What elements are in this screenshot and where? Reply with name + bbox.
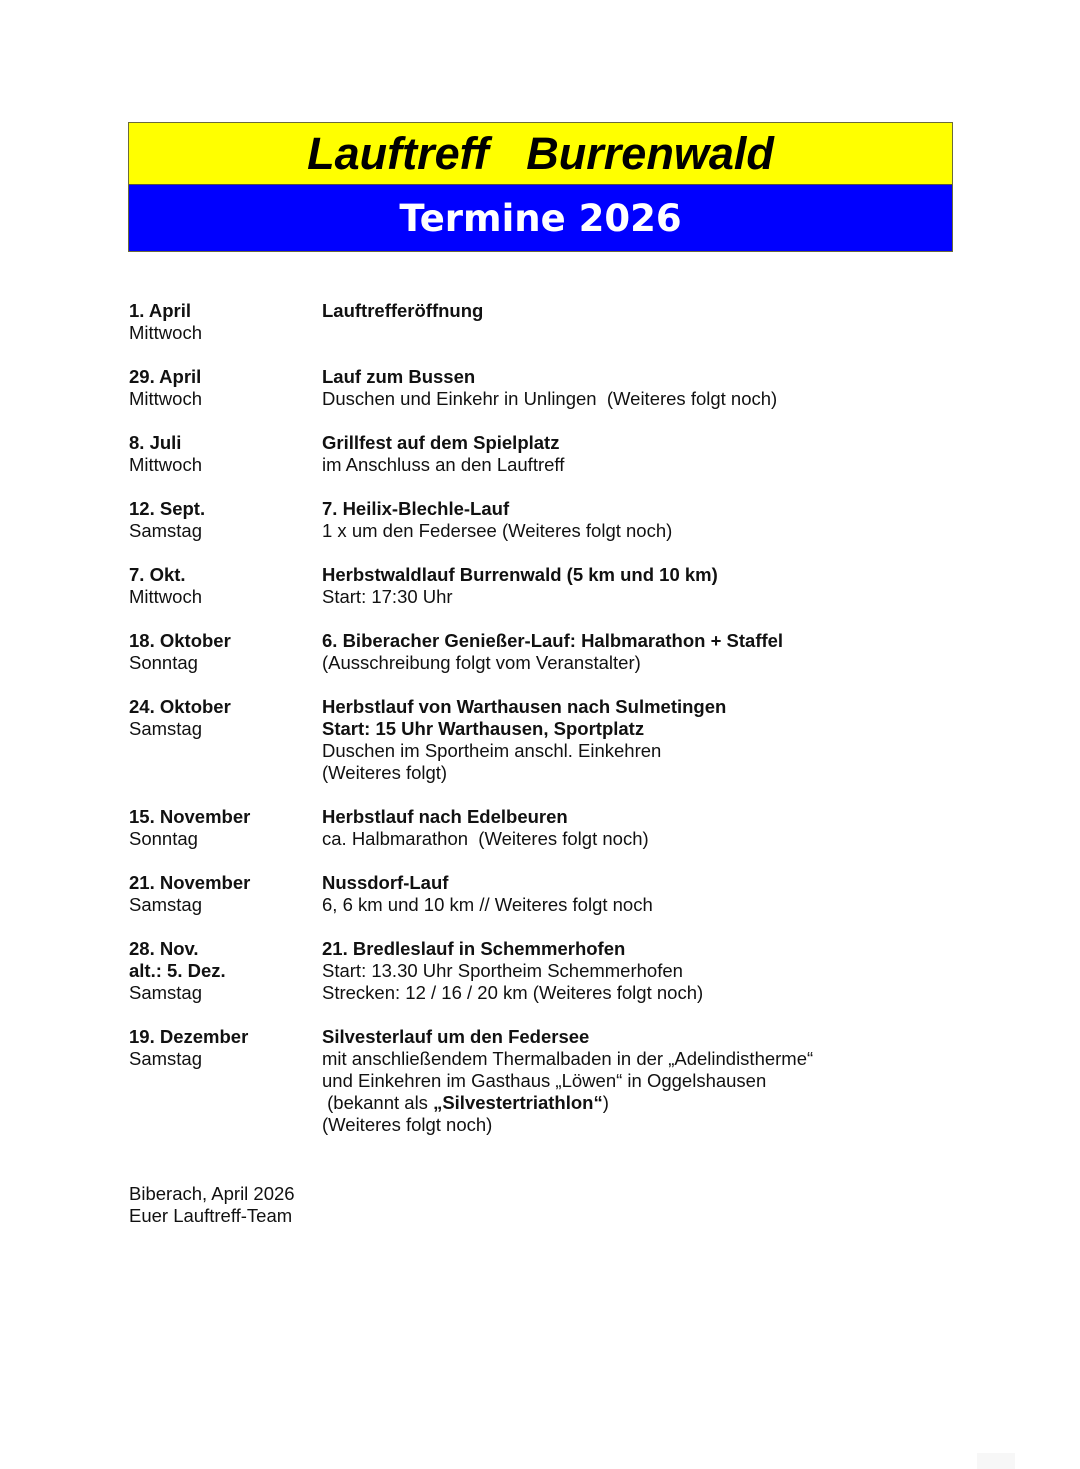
event-title: 21. Bredleslauf in Schemmerhofen <box>322 938 626 959</box>
event-item <box>129 872 929 916</box>
event-date: 21. November <box>129 872 251 893</box>
event-weekday: Samstag <box>129 982 203 1003</box>
event-list <box>129 300 929 1158</box>
event-item <box>129 564 929 608</box>
event-title: Herbstwaldlauf Burrenwald (5 km und 10 km) <box>322 564 718 585</box>
title-banner <box>128 122 953 252</box>
event-weekday: Samstag <box>129 718 203 739</box>
event-item <box>129 498 929 542</box>
event-detail-nickname <box>322 1092 929 1114</box>
event-item <box>129 432 929 476</box>
nickname-bold: „Silvestertriathlon“ <box>433 1092 603 1113</box>
event-date: 8. Juli <box>129 432 182 453</box>
event-date: 12. Sept. <box>129 498 206 519</box>
event-detail: und Einkehren im Gasthaus „Löwen“ in Oggelshausen <box>322 1070 767 1091</box>
footer-place-date: Biberach, April 2026 <box>129 1183 295 1204</box>
event-detail: 6, 6 km und 10 km // Weiteres folgt noch <box>322 894 653 915</box>
event-detail: (Weiteres folgt noch) <box>322 1114 493 1135</box>
event-detail: Strecken: 12 / 16 / 20 km (Weiteres folgt noch) <box>322 982 704 1003</box>
event-detail: Duschen und Einkehr in Unlingen (Weiteres folgt noch) <box>322 388 778 409</box>
event-date: 29. April <box>129 366 202 387</box>
corner-mark <box>977 1453 1015 1469</box>
event-weekday: Samstag <box>129 520 203 541</box>
event-date: 24. Oktober <box>129 696 231 717</box>
nickname-suffix: ) <box>602 1092 609 1113</box>
event-item <box>129 300 929 344</box>
event-detail: mit anschließendem Thermalbaden in der „Adelindistherme“ <box>322 1048 814 1069</box>
footer <box>129 1183 295 1227</box>
event-detail: (Weiteres folgt) <box>322 762 448 783</box>
nickname-prefix: (bekannt als <box>322 1092 434 1113</box>
event-title: 6. Biberacher Genießer-Lauf: Halbmarathon + Staffel <box>322 630 784 651</box>
event-item <box>129 806 929 850</box>
event-title: Grillfest auf dem Spielplatz <box>322 432 560 453</box>
event-weekday: Samstag <box>129 894 203 915</box>
event-start-info: Start: 15 Uhr Warthausen, Sportplatz <box>322 718 645 739</box>
event-weekday: Samstag <box>129 1048 203 1069</box>
event-detail: Start: 17:30 Uhr <box>322 586 453 607</box>
event-date: 19. Dezember <box>129 1026 249 1047</box>
event-title: Silvesterlauf um den Federsee <box>322 1026 590 1047</box>
event-item <box>129 630 929 674</box>
event-title: 7. Heilix-Blechle-Lauf <box>322 498 510 519</box>
event-date: 18. Oktober <box>129 630 231 651</box>
event-weekday: Mittwoch <box>129 322 202 343</box>
event-date: 28. Nov. <box>129 938 199 959</box>
event-weekday: Sonntag <box>129 828 198 849</box>
event-detail: 1 x um den Federsee (Weiteres folgt noch) <box>322 520 673 541</box>
event-item <box>129 938 929 1004</box>
event-weekday: Mittwoch <box>129 454 202 475</box>
page-title: Lauftreff Burrenwald <box>129 123 952 185</box>
event-weekday: Mittwoch <box>129 388 202 409</box>
footer-signature: Euer Lauftreff-Team <box>129 1205 293 1226</box>
event-item <box>129 366 929 410</box>
event-weekday: Mittwoch <box>129 586 202 607</box>
event-date: 7. Okt. <box>129 564 186 585</box>
event-weekday: Sonntag <box>129 652 198 673</box>
event-detail: im Anschluss an den Lauftreff <box>322 454 565 475</box>
event-date: 15. November <box>129 806 251 827</box>
event-alternative-date: alt.: 5. Dez. <box>129 960 226 981</box>
event-title: Nussdorf-Lauf <box>322 872 449 893</box>
event-detail: Duschen im Sportheim anschl. Einkehren <box>322 740 662 761</box>
event-title: Lauf zum Bussen <box>322 366 476 387</box>
event-detail: ca. Halbmarathon (Weiteres folgt noch) <box>322 828 649 849</box>
event-date: 1. April <box>129 300 192 321</box>
event-detail: Start: 13.30 Uhr Sportheim Schemmerhofen <box>322 960 683 981</box>
page-subtitle: Termine 2026 <box>129 185 952 251</box>
event-title: Herbstlauf von Warthausen nach Sulmetingen <box>322 696 727 717</box>
event-item <box>129 696 929 784</box>
event-title: Herbstlauf nach Edelbeuren <box>322 806 568 827</box>
event-detail: (Ausschreibung folgt vom Veranstalter) <box>322 652 641 673</box>
event-title: Lauftrefferöffnung <box>322 300 484 321</box>
event-item <box>129 1026 929 1136</box>
